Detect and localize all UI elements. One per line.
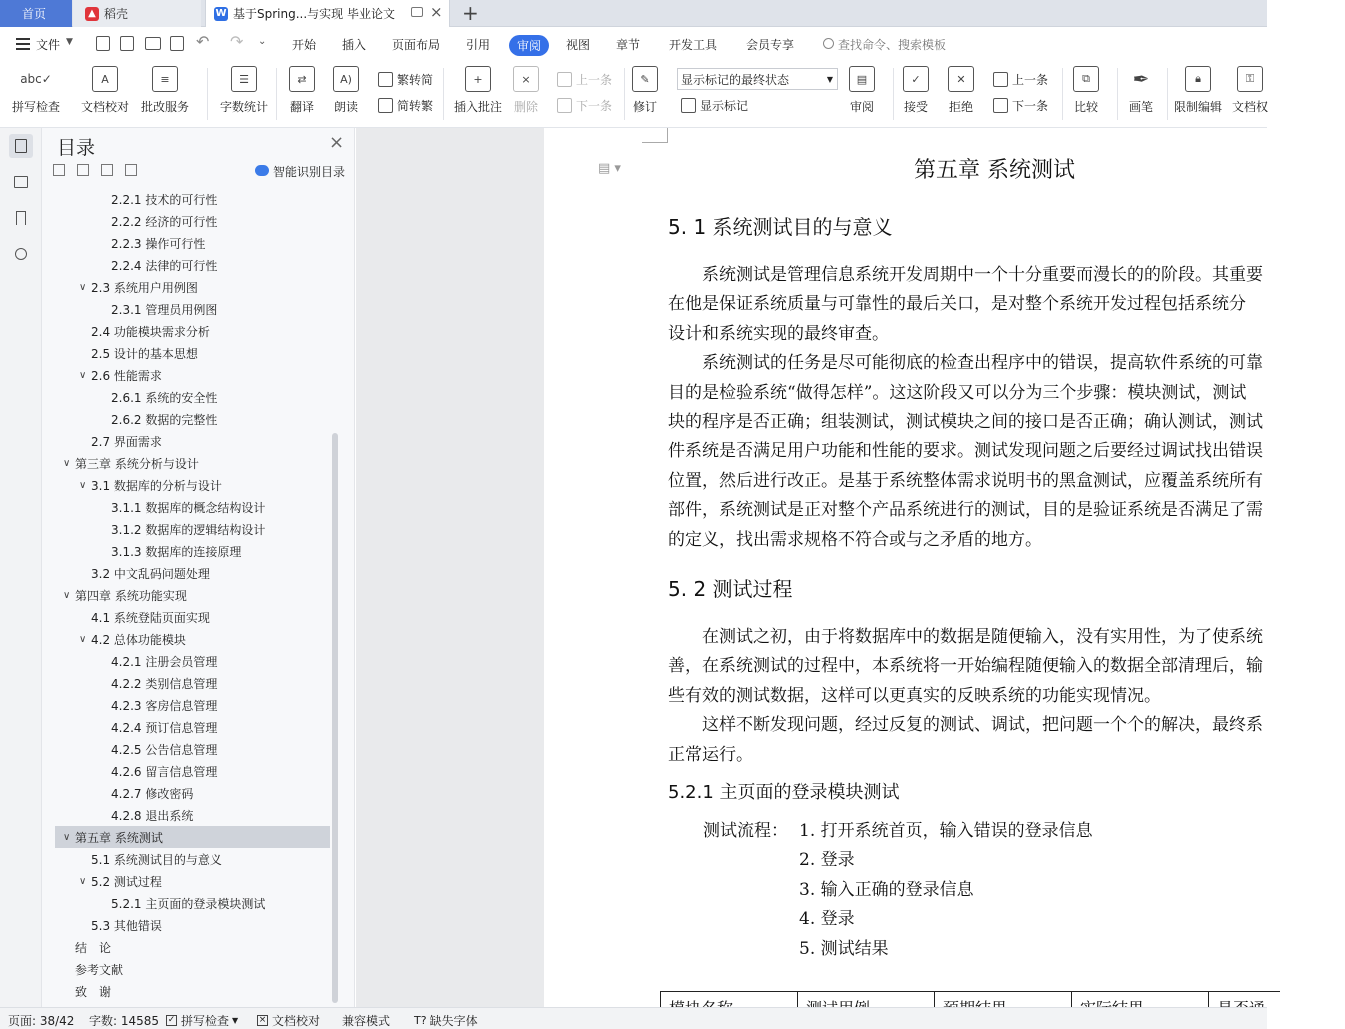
toc-item-label: 第三章 系统分析与设计 [75,456,199,471]
expand-caret-icon[interactable]: ∨ [79,281,87,293]
prev-comment-icon [557,72,572,87]
toc-item-label: 3.1.1 数据库的概念结构设计 [111,500,266,515]
toc-item-label: 5.3 其他错误 [91,918,162,933]
section-heading-5-2: 5. 2 测试过程 [668,577,793,601]
print-preview-icon[interactable] [170,36,184,51]
collapse-all-icon[interactable] [53,164,65,176]
toc-title: 目录 [57,137,96,159]
doc-check-button[interactable] [81,66,129,115]
search-icon [823,38,834,49]
toc-item-label: 5.1 系统测试目的与意义 [91,852,222,867]
print-icon[interactable] [145,37,161,50]
new-tab-icon[interactable]: + [462,1,479,25]
insert-comment-icon: + [465,66,491,92]
next-comment-label: 下一条 [576,99,613,113]
markup-state-value: 显示标记的最终状态 [681,72,790,87]
toc-item-label: 4.2.5 公告信息管理 [111,742,218,757]
docer-logo-icon: ▲ [85,7,99,21]
toc-item-label: 2.2.1 技术的可行性 [111,192,218,207]
track-changes-button[interactable] [632,66,658,115]
redo-icon[interactable]: ↷ [230,32,244,51]
window-float-icon[interactable] [411,7,423,17]
chevron-down-icon: ▼ [826,74,833,84]
toc-item[interactable] [55,892,330,914]
doc-permission-button[interactable] [1232,66,1268,115]
ribbon-divider [624,68,625,120]
tab-close-icon[interactable]: × [430,3,443,21]
tab-document-label: 基于Spring...与实现 毕业论文 [233,7,395,21]
toc-item[interactable] [55,980,330,1002]
toc-item[interactable] [55,562,330,584]
expand-caret-icon[interactable]: ∨ [79,369,87,381]
paragraph-line: 件系统是否满足用户功能和性能的要求。测试发现问题之后要经过调试找出错误 [668,441,1263,462]
restrict-edit-icon: 🔒︎ [1185,66,1211,92]
document-page[interactable] [544,128,1267,1007]
toc-item[interactable] [55,408,330,430]
hamburger-icon[interactable] [16,38,30,40]
trad-to-simp-label: 繁转简 [397,73,434,87]
paragraph-line: 正常运行。 [668,744,753,765]
ribbon-divider [207,68,208,120]
test-step: 3. 输入正确的登录信息 [799,879,974,900]
delete-comment-label: 删除 [513,100,538,114]
ribbon-divider [893,68,894,120]
toc-item-label: 5.2.1 主页面的登录模块测试 [111,896,266,911]
compare-button[interactable] [1073,66,1099,115]
next-comment-button[interactable] [557,97,612,114]
review-pane-icon: ▤ [849,66,875,92]
paragraph-line: 些有效的测试数据，这样可以更真实的反映系统的功能实现情况。 [668,685,1161,706]
toc-scrollbar[interactable] [332,433,338,1003]
toc-item[interactable] [55,232,330,254]
toc-item-label: 3.2 中文乱码问题处理 [91,566,210,581]
simp-to-trad-button[interactable] [378,97,433,114]
tab-home-label: 首页 [22,7,47,21]
batch-service-button[interactable] [141,66,189,115]
smart-toc-button[interactable]: 智能识别目录 [273,165,346,179]
toc-item[interactable] [55,914,330,936]
toc-item-label: 2.6.1 系统的安全性 [111,390,218,405]
toc-item-label: 2.7 界面需求 [91,434,162,449]
insert-comment-button[interactable] [454,66,502,115]
toc-item[interactable] [55,694,330,716]
toc-panel-icon[interactable] [9,134,33,158]
prev-comment-button[interactable] [557,71,612,88]
pen-icon: ✒ [1132,67,1150,91]
accept-button[interactable] [903,66,929,115]
review-pane-button[interactable] [849,66,875,115]
expand-caret-icon[interactable]: ∨ [79,633,87,645]
missing-font-status[interactable] [414,1012,478,1029]
toc-item[interactable] [55,452,330,474]
paragraph-line: 的定义，找出需求规格不符合或与之矛盾的地方。 [668,529,1042,550]
simp-to-trad-icon [378,98,393,113]
status-bar [0,1007,1267,1029]
next-comment-icon [557,98,572,113]
toc-item[interactable] [55,606,330,628]
expand-caret-icon[interactable]: ∨ [79,479,87,491]
translate-button[interactable] [289,66,315,115]
expand-caret-icon[interactable]: ∨ [63,457,71,469]
delete-comment-icon: × [513,66,539,92]
page-corner-mark [642,128,668,143]
toc-item[interactable] [55,628,330,650]
command-search[interactable]: 查找命令、搜索模板 [838,38,947,52]
expand-caret-icon[interactable]: ∨ [63,831,71,843]
menu-insert[interactable]: 插入 [342,38,367,52]
ribbon-divider [1062,68,1063,120]
find-icon[interactable] [9,242,33,266]
menu-file[interactable]: 文件 [36,38,61,52]
toc-item-label: 致 谢 [75,984,112,999]
section-heading-5-1: 5. 1 系统测试目的与意义 [668,215,893,239]
menu-references[interactable]: 引用 [466,38,491,52]
next-change-icon [993,98,1008,113]
toc-item-label: 参考文献 [75,962,124,977]
toc-item[interactable] [55,518,330,540]
toc-item-label: 4.1 系统登陆页面实现 [91,610,210,625]
restrict-edit-label: 限制编辑 [1174,100,1223,114]
export-pdf-icon[interactable] [120,36,134,51]
toc-item-label: 2.3 系统用户用例图 [91,280,198,295]
spell-check-button[interactable] [12,66,60,115]
toc-item[interactable] [55,254,330,276]
toc-item-label: 2.3.1 管理员用例图 [111,302,218,317]
toc-item-label: 结 论 [75,940,112,955]
reject-button[interactable] [948,66,974,115]
toc-item[interactable] [55,650,330,672]
toc-item-label: 2.6 性能需求 [91,368,162,383]
ribbon-divider [276,68,277,120]
remove-heading-icon[interactable] [125,164,137,176]
menu-bar [0,28,1267,62]
nav-rail [0,128,42,1007]
delete-comment-button[interactable] [513,66,539,115]
toc-item-label: 2.2.3 操作可行性 [111,236,206,251]
menu-review[interactable]: 审阅 [509,35,549,56]
toc-item[interactable] [55,540,330,562]
toc-item[interactable] [55,584,330,606]
writer-doc-icon: W [215,8,227,19]
tab-bar [0,0,1267,27]
test-step: 2. 登录 [799,850,855,871]
toc-item-label: 2.6.2 数据的完整性 [111,412,218,427]
next-change-button[interactable] [993,97,1048,114]
ribbon-review [0,62,1267,128]
batch-service-icon: ≡ [152,66,178,92]
toc-item-label: 3.1.3 数据库的连接原理 [111,544,242,559]
toc-item-label: 3.1 数据库的分析与设计 [91,478,222,493]
toc-item[interactable] [55,804,330,826]
batch-service-label: 批改服务 [141,100,190,114]
spell-check-icon: abc✓ [20,72,52,86]
word-count-indicator[interactable]: 字数: 14585 [89,1014,160,1028]
menu-member[interactable]: 会员专享 [746,38,795,52]
prev-change-label: 上一条 [1012,73,1049,87]
doc-check-status-icon: × [258,1015,267,1025]
show-markup-button[interactable] [681,97,748,114]
toc-item-label: 2.2.4 法律的可行性 [111,258,218,273]
translate-icon: ⇄ [289,66,315,92]
toc-item[interactable] [55,496,330,518]
doc-check-label: 文档校对 [81,100,130,114]
chevron-down-icon: ▼ [232,1016,239,1025]
toc-item[interactable] [55,320,330,342]
toc-item-label: 5.2 测试过程 [91,874,162,889]
chapter-heading: 第五章 系统测试 [914,158,1075,183]
menu-page-layout[interactable]: 页面布局 [392,38,441,52]
toc-item-label: 2.2.2 经济的可行性 [111,214,218,229]
tab-home[interactable] [0,0,72,27]
toc-item[interactable] [55,782,330,804]
tab-docer-label: 稻壳 [104,7,129,21]
paragraph-line: 设计和系统实现的最终审查。 [668,323,889,344]
simp-to-trad-label: 简转繁 [397,99,434,113]
chevron-down-icon[interactable]: ▼ [66,37,73,47]
toc-item-label: 4.2 总体功能模块 [91,632,186,647]
accept-icon: ✓ [903,66,929,92]
menu-start[interactable]: 开始 [292,38,317,52]
insert-comment-label: 插入批注 [454,100,503,114]
paragraph-line: 位置，然后进行改正。是基于系统整体需求说明书的黑盒测试，应覆盖系统所有 [668,470,1263,491]
toc-item-label: 4.2.7 修改密码 [111,786,194,801]
prev-comment-label: 上一条 [576,73,613,87]
toc-item[interactable] [55,364,330,386]
toc-item-label: 4.2.6 留言信息管理 [111,764,218,779]
translate-label: 翻译 [289,100,314,114]
paragraph-line: 块的程序是否正确；组装测试，测试模块之间的接口是否正确；确认测试，测试 [668,412,1263,432]
toc-item[interactable] [55,210,330,232]
menu-view[interactable]: 视图 [566,38,591,52]
toc-item[interactable] [55,298,330,320]
trad-to-simp-button[interactable] [378,71,433,88]
word-count-label: 字数统计 [220,100,269,114]
undo-icon[interactable]: ↶ [196,32,210,51]
toc-item[interactable] [55,958,330,980]
next-change-label: 下一条 [1012,99,1049,113]
toc-item-label: 2.4 功能模块需求分析 [91,324,210,339]
toc-item-label: 4.2.2 类别信息管理 [111,676,218,691]
menu-chapter[interactable]: 章节 [616,38,641,52]
close-icon[interactable]: × [329,132,345,153]
word-count-button[interactable] [220,66,268,115]
toc-item-label: 4.2.8 退出系统 [111,808,194,823]
menu-developer[interactable]: 开发工具 [669,38,718,52]
paragraph-line: 这样不断发现问题，经过反复的测试、调试，把问题一个个的解决，最终系 [668,715,1263,736]
smart-toc-icon [255,165,269,176]
show-markup-label: 显示标记 [700,99,749,113]
restrict-edit-button[interactable] [1174,66,1222,115]
track-changes-label: 修订 [632,100,657,114]
toc-item-label: 第五章 系统测试 [75,830,163,845]
doc-permission-icon: ⚿ [1237,66,1263,92]
toc-item[interactable] [55,936,330,958]
toc-item[interactable] [55,276,330,298]
toc-item[interactable] [55,188,330,210]
toc-item[interactable] [55,738,330,760]
read-aloud-button[interactable] [333,66,359,115]
toc-list [50,188,340,1003]
toc-item-label: 第四章 系统功能实现 [75,588,187,603]
toc-item-label: 3.1.2 数据库的逻辑结构设计 [111,522,266,537]
ribbon-divider [443,68,444,120]
expand-level-icon[interactable] [77,164,89,176]
toc-item[interactable] [55,672,330,694]
paragraph-line: 系统测试的任务是尽可能彻底的检查出程序中的错误，提高软件系统的可靠 [668,353,1263,374]
doc-check-status-label: 文档校对 [272,1014,321,1028]
toc-item[interactable] [55,826,330,848]
section-heading-5-2-1: 5.2.1 主页面的登录模块测试 [668,782,900,803]
compare-icon: ⧉ [1073,66,1099,92]
doc-check-icon: A [92,66,118,92]
tab-document[interactable] [205,0,450,27]
toc-item[interactable] [55,848,330,870]
markup-state-select[interactable] [677,68,838,90]
missing-font-icon: T? [414,1014,427,1027]
bookmark-icon[interactable] [9,206,33,230]
expand-caret-icon[interactable]: ∨ [79,875,87,887]
ribbon-divider [1167,68,1168,120]
reject-icon: ✕ [948,66,974,92]
toc-item[interactable] [55,386,330,408]
ribbon-divider [1117,68,1118,120]
spell-check-status-label: 拼写检查 [181,1014,230,1028]
test-step: 4. 登录 [799,909,855,930]
toc-item-label: 4.2.3 客房信息管理 [111,698,218,713]
spell-check-status[interactable] [166,1012,238,1029]
quick-access-more-icon[interactable]: ⌄ [258,36,267,47]
paragraph-line: 善，在系统测试的过程中，本系统将一开始编程随便输入的数据全部清理后，输 [668,656,1263,677]
prev-change-button[interactable] [993,71,1048,88]
paragraph-line: 系统测试是管理信息系统开发周期中一个十分重要而漫长的的阶段。其重要 [668,265,1263,285]
prev-change-icon [993,72,1008,87]
toc-item-label: 4.2.1 注册会员管理 [111,654,218,669]
track-changes-icon: ✎ [632,66,658,92]
trad-to-simp-icon [378,72,393,87]
toc-panel [42,128,355,1007]
paragraph-handle-icon[interactable]: ▤ ▾ [598,161,621,176]
review-pane-label: 审阅 [849,100,874,114]
paragraph-line: 目的是检验系统“做得怎样”。这这阶段又可以分为三个步骤：模块测试，测试 [668,382,1247,403]
paragraph-line: 部件，系统测试是正对整个产品系统进行的测试，目的是验证系统是否满足了需 [668,500,1263,521]
missing-font-label: 缺失字体 [429,1014,478,1028]
checkbox-icon: ✓ [167,1015,176,1025]
paragraph-line: 在他是保证系统质量与可靠性的最后关口，是对整个系统开发过程包括系统分 [668,294,1246,315]
accept-label: 接受 [903,100,928,114]
toc-item[interactable] [55,870,330,892]
compare-label: 比较 [1073,100,1098,114]
test-flow-label: 测试流程： [703,821,788,841]
toc-item[interactable] [55,716,330,738]
save-icon[interactable] [96,36,110,51]
pen-button[interactable] [1128,66,1154,115]
expand-caret-icon[interactable]: ∨ [63,589,71,601]
doc-permission-label: 文档权 [1232,100,1269,114]
chapter-nav-icon[interactable] [9,170,33,194]
paragraph-line: 在测试之初，由于将数据库中的数据是随便输入，没有实用性，为了使系统 [668,627,1263,647]
toc-item[interactable] [55,430,330,452]
read-aloud-icon: A) [333,66,359,92]
test-step: 1. 打开系统首页，输入错误的登录信息 [799,821,1093,841]
reject-label: 拒绝 [948,100,973,114]
compat-mode-status: 兼容模式 [342,1014,391,1028]
toc-item-label: 4.2.4 预订信息管理 [111,720,218,735]
toc-item[interactable] [55,760,330,782]
toc-item[interactable] [55,342,330,364]
test-step: 5. 测试结果 [799,938,889,959]
word-count-icon: ☰ [231,66,257,92]
toc-item-label: 2.5 设计的基本思想 [91,346,198,361]
add-heading-icon[interactable] [101,164,113,176]
read-aloud-label: 朗读 [333,100,358,114]
tab-docer[interactable] [73,0,201,27]
toc-item[interactable] [55,474,330,496]
doc-check-status[interactable] [257,1012,320,1029]
spell-check-label: 拼写检查 [12,100,61,114]
show-markup-icon [681,98,696,113]
pen-label: 画笔 [1128,100,1153,114]
page-indicator[interactable]: 页面: 38/42 [8,1014,75,1028]
